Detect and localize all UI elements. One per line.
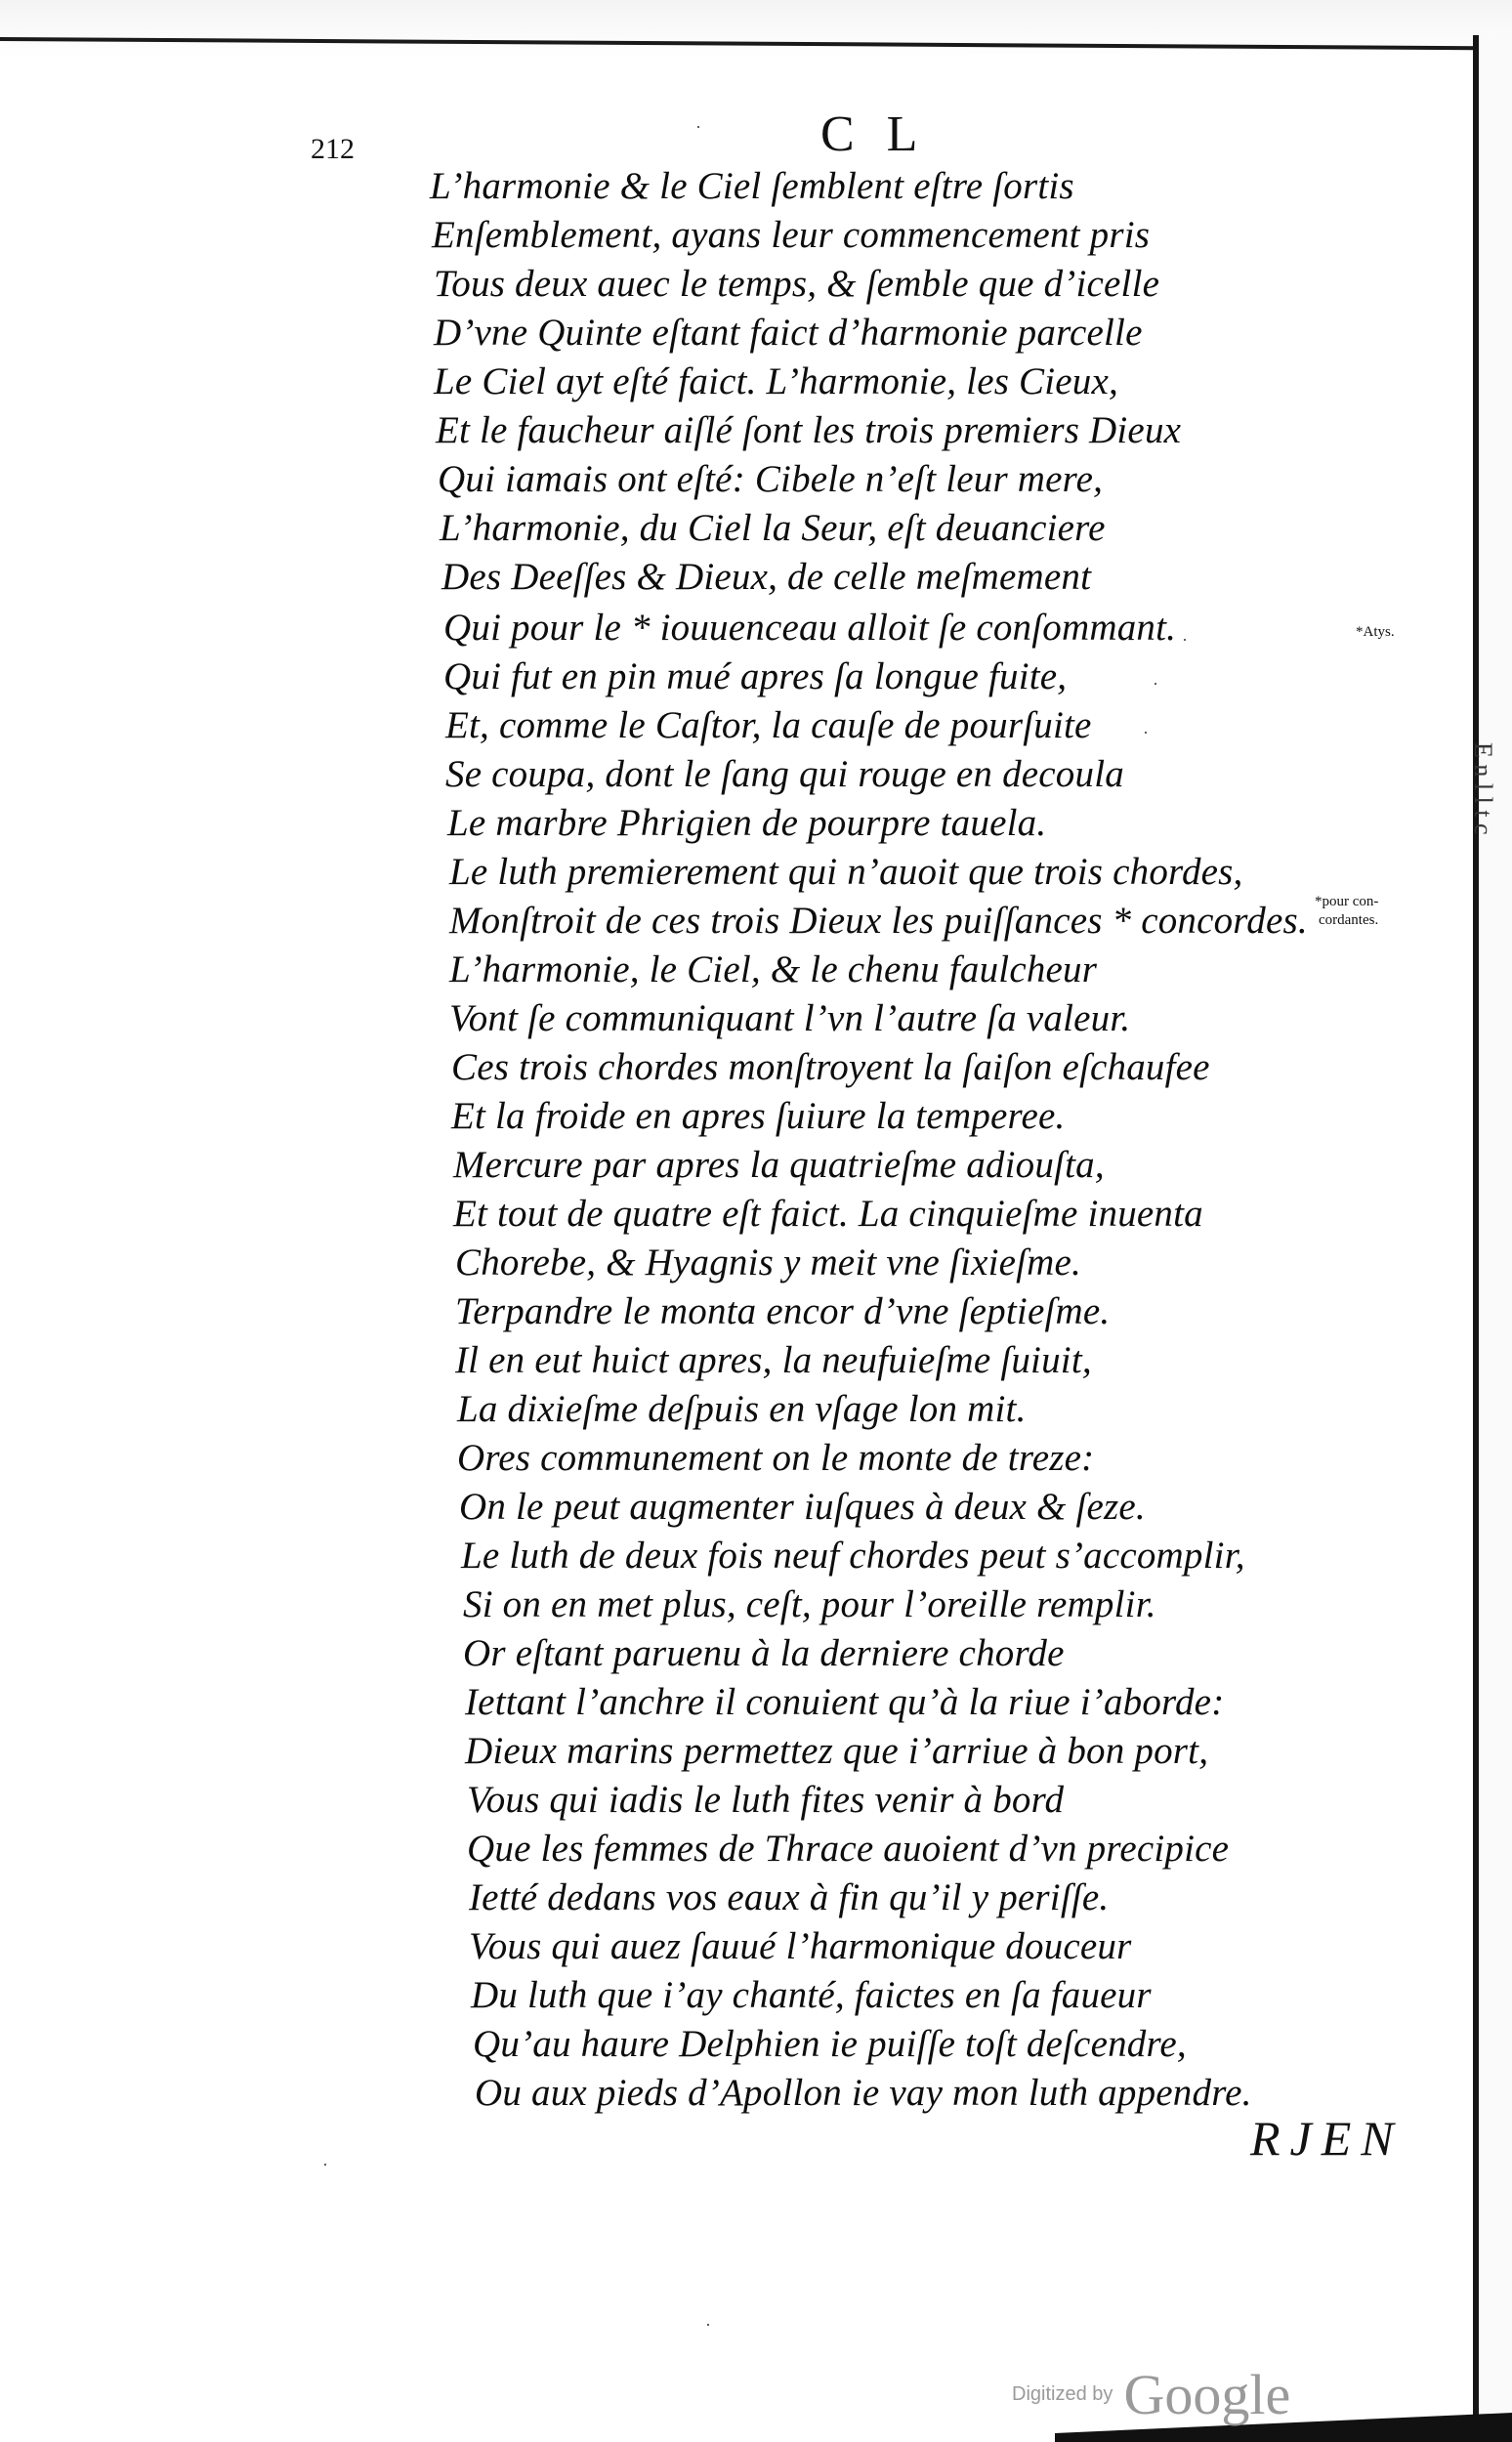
verse-line: Ietté dedans vos eaux à fin qu’il y periſſe.	[469, 1876, 1110, 1918]
google-logo: Google	[1123, 2363, 1291, 2426]
catchword: RJEN	[1250, 2111, 1404, 2166]
verse-line: Si on en met plus, ceſt, pour l’oreille remplir.	[463, 1583, 1156, 1625]
verse-line: Du luth que i’ay chanté, faictes en ſa faueur	[471, 1974, 1152, 2016]
verse-line: Vont ſe communiquant l’vn l’autre ſa valeur.	[449, 997, 1131, 1039]
verse-line: Le luth premierement qui n’auoit que trois chordes,	[449, 851, 1243, 893]
verse-line: Il en eut huict apres, la neufuieſme ſuiuit,	[455, 1339, 1092, 1381]
verse-line: Ores communement on le monte de treze:	[457, 1437, 1095, 1479]
verse-line: Qui iamais ont eſté: Cibele n’eſt leur mere,	[438, 458, 1104, 500]
ink-speck: ·	[1182, 630, 1188, 650]
verse-line: Ces trois chordes monſtroyent la ſaiſon eſchaufee	[451, 1046, 1210, 1088]
verse-line: Des Deeſſes & Dieux, de celle meſmement	[441, 556, 1092, 598]
verse-line: Et tout de quatre eſt faict. La cinquieſme inuenta	[453, 1193, 1203, 1235]
ink-speck: ·	[1143, 723, 1149, 742]
verse-line: L’harmonie, du Ciel la Seur, eſt deuanciere	[440, 507, 1106, 549]
verse-line: Vous qui auez ſauué l’harmonique douceur	[469, 1925, 1132, 1967]
marginal-note-line: *Atys.	[1356, 624, 1395, 640]
verse-line: Qui fut en pin mué apres ſa longue fuite,	[443, 655, 1068, 697]
running-head: C L	[820, 106, 928, 162]
verse-line: Qui pour le * iouuenceau alloit ſe conſommant.	[443, 607, 1177, 649]
verse-line: Vous qui iadis le luth fites venir à bord	[467, 1779, 1065, 1821]
verse-line: Terpandre le monta encor d’vne ſeptieſme.	[455, 1290, 1111, 1332]
verse-line: Ou aux pieds d’Apollon ie vay mon luth appendre.	[475, 2072, 1252, 2114]
verse-line: L’harmonie, le Ciel, & le chenu faulcheur	[449, 948, 1098, 990]
verse-line: Le marbre Phrigien de pourpre tauela.	[447, 802, 1047, 844]
verse-line: Tous deux auec le temps, & ſemble que d’icelle	[434, 263, 1160, 305]
verse-line: Le Ciel ayt eſté faict. L’harmonie, les Cieux,	[434, 360, 1118, 402]
verse-line: Chorebe, & Hyagnis y meit vne ſixieſme.	[455, 1242, 1081, 1284]
ink-speck: ·	[1153, 674, 1158, 694]
digitized-watermark	[1012, 2362, 1290, 2427]
verse-line: Et le faucheur aiſlé ſont les trois premiers Dieux	[436, 409, 1182, 451]
verse-line: Que les femmes de Thrace auoient d’vn precipice	[467, 1828, 1230, 1870]
verse-line: On le peut augmenter iuſques à deux & ſeze.	[459, 1486, 1146, 1528]
page-number: 212	[311, 133, 355, 165]
verse-line: Iettant l’anchre il conuient qu’à la riue i’aborde:	[465, 1681, 1225, 1723]
verse-line: Le luth de deux fois neuf chordes peut s’accomplir,	[461, 1535, 1245, 1577]
verse-line: D’vne Quinte eſtant faict d’harmonie parcelle	[434, 312, 1143, 354]
verse-line: Dieux marins permettez que i’arriue à bon port,	[465, 1730, 1209, 1772]
verse-line: L’harmonie & le Ciel ſemblent eſtre ſortis	[430, 165, 1074, 207]
verse-line: Se coupa, dont le ſang qui rouge en decoula	[445, 753, 1124, 795]
marginal-note-line: *pour con-	[1315, 894, 1379, 909]
bleed-through-text	[1496, 742, 1512, 1270]
ink-speck: ·	[705, 2315, 711, 2335]
verse-line: Enſemblement, ayans leur commencement pris	[432, 214, 1151, 256]
watermark-prefix: Digitized by	[1012, 2383, 1113, 2405]
ink-speck: ·	[695, 117, 701, 137]
marginal-note-concordantes	[1315, 893, 1378, 930]
marginal-note-atys	[1356, 623, 1395, 642]
verse-line: La dixieſme deſpuis en vſage lon mit.	[457, 1388, 1027, 1430]
verse-line: Et la froide en apres ſuiure la temperee.	[451, 1095, 1066, 1137]
verse-line: Mercure par apres la quatrieſme adiouſta,	[453, 1144, 1105, 1186]
verse-line: Qu’au haure Delphien ie puiſſe toſt deſcendre,	[473, 2023, 1187, 2065]
verse-line: Or eſtant paruenu à la derniere chorde	[463, 1632, 1065, 1674]
ink-speck: ·	[322, 2155, 328, 2174]
marginal-note-line: cordantes.	[1319, 912, 1379, 928]
verse-line: Et, comme le Caſtor, la cauſe de pourſuite	[445, 704, 1092, 746]
verse-line: Monſtroit de ces trois Dieux les puiſſances * concordes.	[449, 900, 1308, 942]
